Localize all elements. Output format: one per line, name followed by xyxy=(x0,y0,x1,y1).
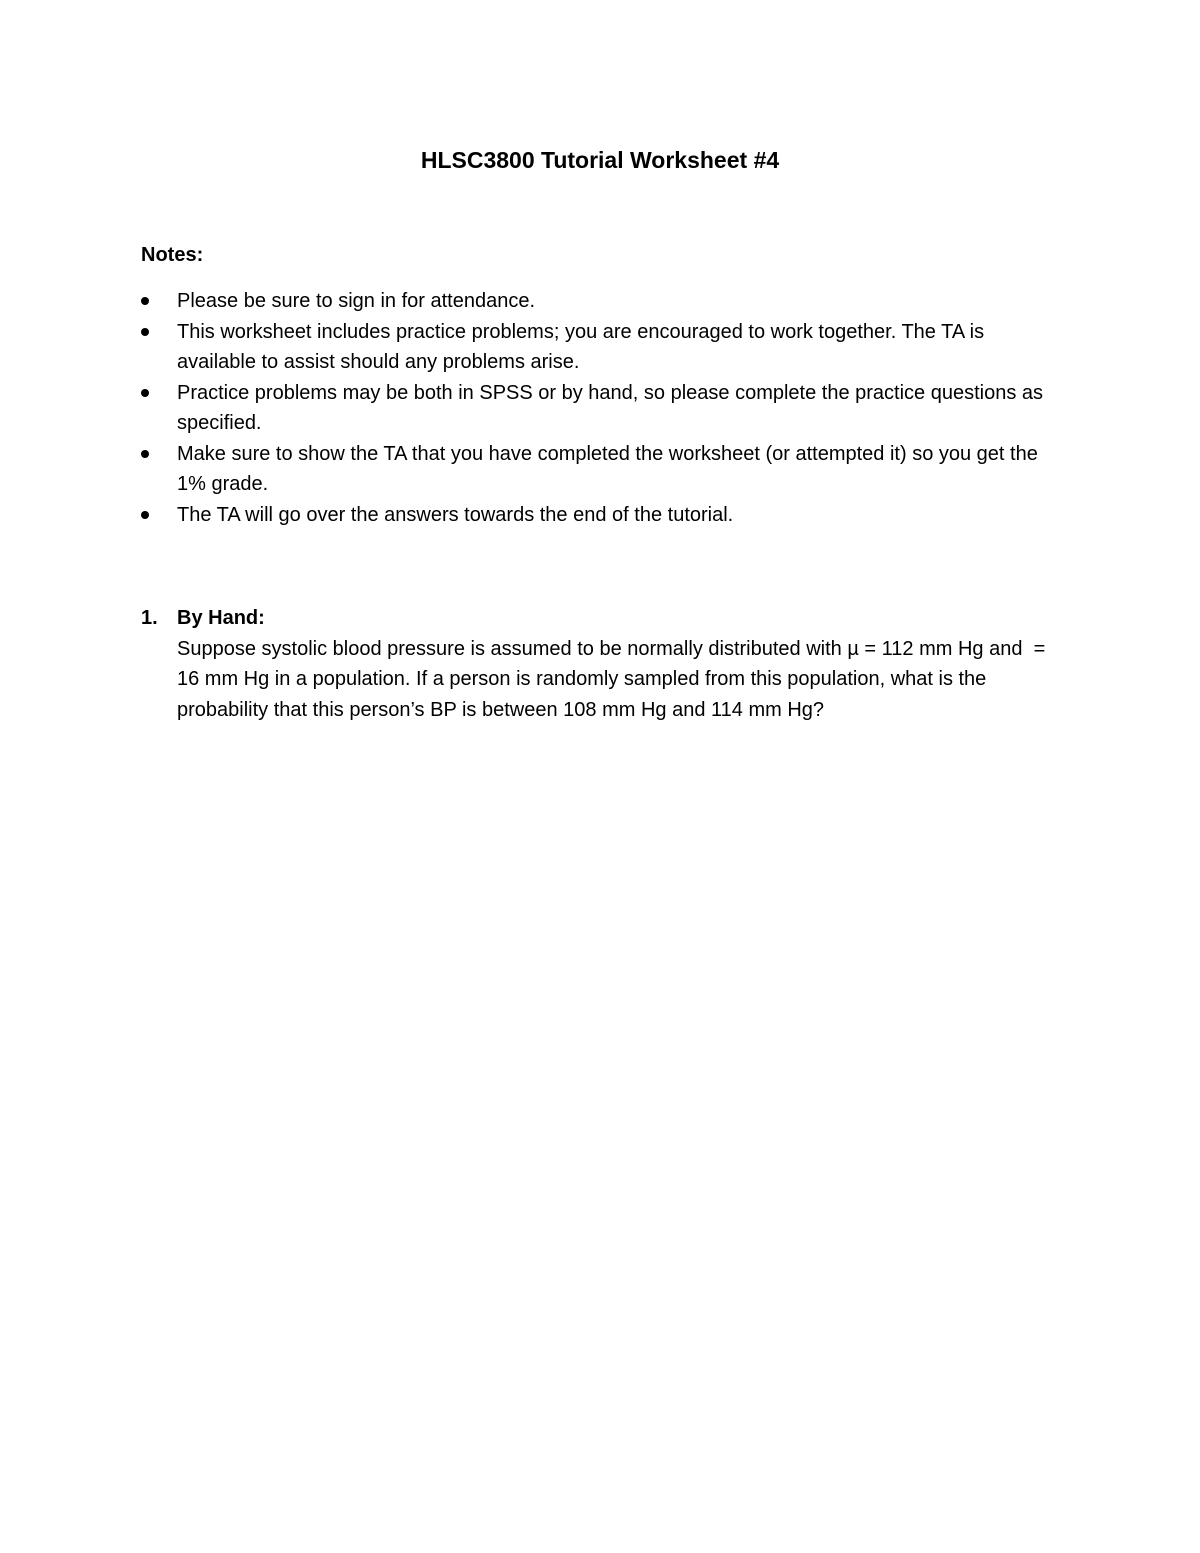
notes-list xyxy=(141,286,1061,530)
bullet-icon xyxy=(141,511,149,519)
note-text: Please be sure to sign in for attendance. xyxy=(177,290,536,312)
notes-list-item xyxy=(141,317,1061,378)
notes-heading: Notes: xyxy=(141,244,204,266)
notes-list-item xyxy=(141,439,1061,500)
bullet-icon xyxy=(141,389,149,397)
document-title: HLSC3800 Tutorial Worksheet #4 xyxy=(420,147,780,173)
notes-list-item xyxy=(141,500,1061,531)
note-text: Make sure to show the TA that you have completed the worksheet (or attempted it) so you get the 1% grade. xyxy=(177,442,1038,495)
question-heading: By Hand: xyxy=(177,607,265,629)
bullet-icon xyxy=(141,297,149,305)
note-text: Practice problems may be both in SPSS or by hand, so please complete the practice questions as specified. xyxy=(177,381,1044,434)
note-text: This worksheet includes practice problems; you are encouraged to work together. The TA is available to assist should any problems arise. xyxy=(177,320,985,373)
note-text: The TA will go over the answers towards the end of the tutorial. xyxy=(177,503,734,526)
question-1 xyxy=(141,603,1061,725)
question-body xyxy=(177,603,1061,725)
question-text: Suppose systolic blood pressure is assumed to be normally distributed with µ = 112 mm Hg and = 16 mm Hg in a population. If a person is randomly sampled from this population, what is the probability that this person’s BP is between 108 mm Hg and 114 mm Hg? xyxy=(177,637,1051,721)
bullet-icon xyxy=(141,328,149,336)
question-number: 1. xyxy=(141,607,158,629)
notes-list-item xyxy=(141,378,1061,439)
notes-list-item xyxy=(141,286,1061,317)
bullet-icon xyxy=(141,450,149,458)
